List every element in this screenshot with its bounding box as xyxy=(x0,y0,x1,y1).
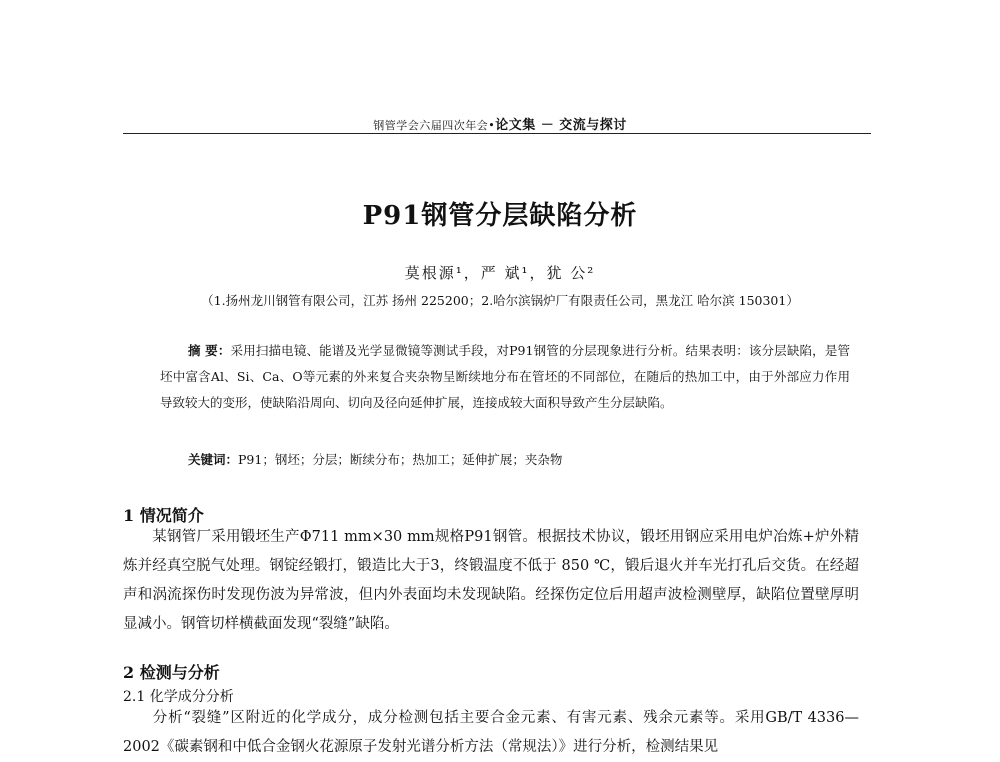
author-list: 莫根源¹，严 斌¹，犹 公² xyxy=(404,264,596,282)
keywords-text: P91；钢坯；分层；断续分布；热加工；延伸扩展；夹杂物 xyxy=(238,452,563,467)
running-head-section: 论文集 － 交流与探讨 xyxy=(495,118,627,133)
affiliation: （1.扬州龙川钢管有限公司，江苏 扬州 225200；2.哈尔滨锅炉厂有限责任公司，黑龙江 哈尔滨 150301） xyxy=(201,293,799,308)
section-2-heading: 2 检测与分析 xyxy=(123,663,220,682)
abstract-text: 采用扫描电镜、能谱及光学显微镜等测试手段，对P91钢管的分层现象进行分析。结果表明：该分层缺陷，是管坯中富含Al、Si、Ca、O等元素的外来复合夹杂物呈断续地分布在管坯的不同部位，在随后的热加工中，由于外部应力作用导致较大的变形，使缺陷沿周向、切向及径向延伸扩展，连接成较大面积导致产生分层缺陷。 xyxy=(160,343,850,410)
keywords xyxy=(188,450,848,468)
keywords-label: 关键词： xyxy=(188,452,239,467)
running-head-prefix: 钢管学会六届四次年会• xyxy=(373,119,496,132)
section-1-text: 某钢管厂采用锻坯生产Φ711 mm×30 mm规格P91钢管。根据技术协议，锻坯用钢应采用电炉冶炼+炉外精炼并经真空脱气处理。钢锭经锻打，锻造比大于3，终锻温度不低于 850 ℃，锻后退火并车光打孔后交货。在经超声和涡流探伤时发现伤波为异常波，但内外表面均未发现缺陷。经探伤定位后用超声波检测壁厚，缺陷位置壁厚明显减小。钢管切样横截面发现“裂缝”缺陷。 xyxy=(123,529,859,632)
section-1-body xyxy=(123,523,859,639)
section-2-1-text: 分析“裂缝”区附近的化学成分，成分检测包括主要合金元素、有害元素、残余元素等。采用GB/T 4336—2002《碳素钢和中低合金钢火花源原子发射光谱分析方法（常规法）》进行分析，检测结果见 xyxy=(123,710,859,755)
abstract-label: 摘 要： xyxy=(188,343,231,358)
abstract xyxy=(160,338,850,416)
section-1-heading: 1 情况简介 xyxy=(123,506,204,525)
running-head xyxy=(0,114,1000,133)
section-2-1-heading: 2.1 化学成分分析 xyxy=(123,689,234,705)
paper-title: P91钢管分层缺陷分析 xyxy=(362,201,638,231)
section-2-1-body xyxy=(123,704,859,762)
header-rule xyxy=(123,133,871,134)
